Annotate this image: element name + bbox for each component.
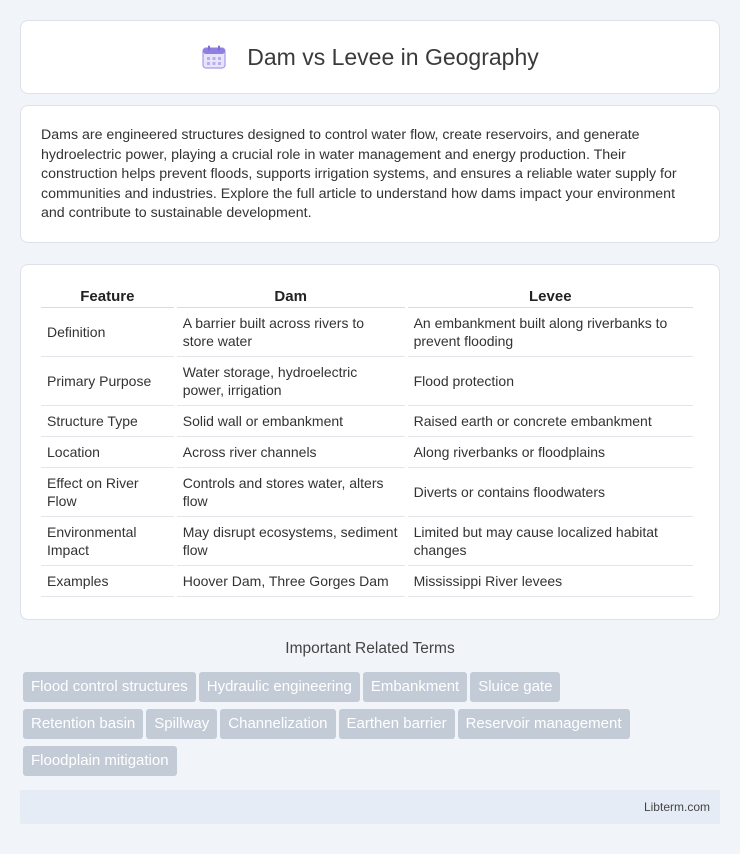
related-term-tag[interactable]: Earthen barrier: [339, 709, 455, 739]
table-cell: Structure Type: [41, 406, 174, 437]
table-cell: Across river channels: [177, 437, 405, 468]
related-terms-list: [23, 672, 703, 783]
related-term-tag[interactable]: Embankment: [363, 672, 467, 702]
table-cell: A barrier built across rivers to store water: [177, 308, 405, 357]
table-cell: Effect on River Flow: [41, 468, 174, 517]
related-terms-title: Important Related Terms: [285, 640, 455, 657]
table-cell: Raised earth or concrete embankment: [408, 406, 693, 437]
table-cell: Primary Purpose: [41, 357, 174, 406]
footer: [20, 790, 720, 824]
table-cell: Environmental Impact: [41, 517, 174, 566]
table-cell: An embankment built along riverbanks to prevent flooding: [408, 308, 693, 357]
table-row: [41, 406, 693, 437]
table-cell: Along riverbanks or floodplains: [408, 437, 693, 468]
column-header-dam: Dam: [177, 285, 405, 308]
table-row: [41, 517, 693, 566]
table-row: [41, 566, 693, 597]
related-term-tag[interactable]: Spillway: [146, 709, 217, 739]
table-cell: Mississippi River levees: [408, 566, 693, 597]
table-row: [41, 437, 693, 468]
table-cell: Water storage, hydroelectric power, irrigation: [177, 357, 405, 406]
table-header-row: [41, 285, 693, 308]
table-cell: May disrupt ecosystems, sediment flow: [177, 517, 405, 566]
column-header-levee: Levee: [408, 285, 693, 308]
related-term-tag[interactable]: Sluice gate: [470, 672, 560, 702]
table-cell: Definition: [41, 308, 174, 357]
intro-text: Dams are engineered structures designed to control water flow, create reservoirs, and generate hydroelectric power, playing a crucial role in water management and energy production. Their construction helps prevent floods, supports irrigation systems, and ensures a reliable water supply for communities and industries. Explore the full article to understand how dams impact your environment and contribute to sustainable development.: [41, 127, 677, 221]
calendar-icon: [201, 44, 227, 70]
page-title: Dam vs Levee in Geography: [247, 43, 539, 70]
related-term-tag[interactable]: Retention basin: [23, 709, 143, 739]
table-row: [41, 357, 693, 406]
table-cell: Location: [41, 437, 174, 468]
table-cell: Controls and stores water, alters flow: [177, 468, 405, 517]
table-cell: Limited but may cause localized habitat changes: [408, 517, 693, 566]
related-term-tag[interactable]: Reservoir management: [458, 709, 630, 739]
related-term-tag[interactable]: Channelization: [220, 709, 335, 739]
column-header-feature: Feature: [41, 285, 174, 308]
table-cell: Hoover Dam, Three Gorges Dam: [177, 566, 405, 597]
footer-brand-link[interactable]: Libterm.com: [643, 800, 710, 814]
related-term-tag[interactable]: Flood control structures: [23, 672, 196, 702]
table-cell: Diverts or contains floodwaters: [408, 468, 693, 517]
table-cell: Examples: [41, 566, 174, 597]
related-term-tag[interactable]: Hydraulic engineering: [199, 672, 360, 702]
table-cell: Flood protection: [408, 357, 693, 406]
comparison-table: [38, 285, 696, 597]
comparison-table-card: [20, 264, 720, 620]
table-row: [41, 308, 693, 357]
related-term-tag[interactable]: Floodplain mitigation: [23, 746, 177, 776]
header-card: [20, 20, 720, 94]
table-row: [41, 468, 693, 517]
intro-card: [20, 105, 720, 243]
table-cell: Solid wall or embankment: [177, 406, 405, 437]
